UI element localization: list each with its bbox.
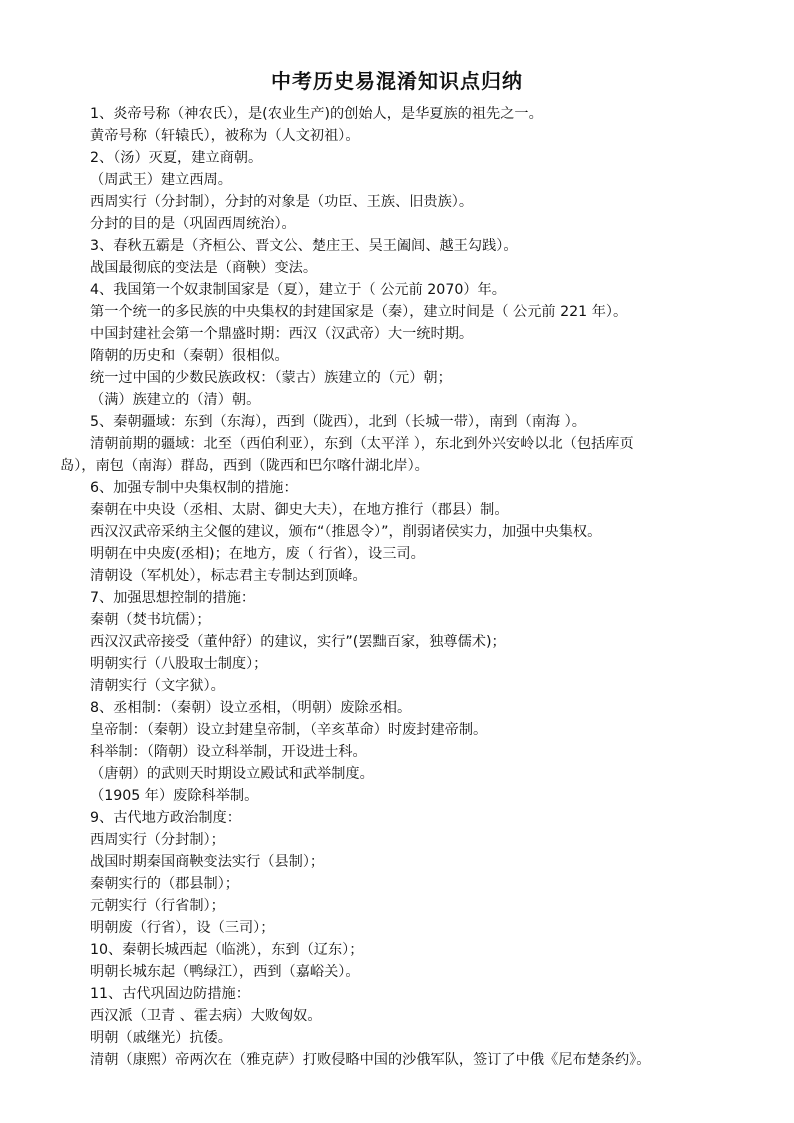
text-line: 秦朝（焚书坑儒）； — [90, 612, 211, 628]
text-line: （唐朝）的武则天时期设立殿试和武举制度。 — [90, 766, 374, 782]
text-line: 战国最彻底的变法是（商鞅）变法。 — [90, 260, 318, 276]
text-line: 7、加强思想控制的措施： — [90, 590, 256, 606]
text-line: 清朝前期的疆域：北至（西伯利亚），东到（太平洋 ），东北到外兴安岭以北（包括库页 — [90, 436, 634, 452]
text-line: 清朝（康熙）帝两次在（雅克萨）打败侵略中国的沙俄军队，签订了中俄《尼布楚条约》。 — [90, 1052, 651, 1068]
text-line: 明朝（戚继光）抗倭。 — [90, 1030, 232, 1046]
text-line: 3、春秋五霸是（齐桓公、晋文公、楚庄王、吴王阖闾、越王勾践）。 — [90, 238, 518, 254]
text-line: 分封的目的是（巩固西周统治）。 — [90, 216, 296, 232]
text-line: （1905 年）废除科举制。 — [90, 788, 259, 804]
text-line: 秦朝实行的（郡县制）； — [90, 876, 239, 892]
text-line: 明朝在中央废(丞相)；在地方，废（ 行省），设三司。 — [90, 546, 425, 562]
text-line: 战国时期秦国商鞅变法实行（县制）； — [90, 854, 325, 870]
text-line: 6、加强专制中央集权制的措施： — [90, 480, 298, 496]
text-line: 5、秦朝疆域：东到（东海），西到（陇西），北到（长城一带），南到（南海 ）。 — [90, 414, 586, 430]
document-title: 中考历史易混淆知识点归纳 — [271, 69, 523, 93]
text-line: 1、炎帝号称（神农氏），是(农业生产)的创始人，是华夏族的祖先之一。 — [90, 106, 543, 122]
text-line: 中国封建社会第一个鼎盛时期：西汉（汉武帝）大一统时期。 — [90, 326, 474, 342]
text-line: 10、秦朝长城西起（临洮），东到（辽东）； — [90, 942, 364, 958]
text-line: 科举制：（隋朝）设立科举制，开设进士科。 — [90, 744, 367, 760]
document-body — [60, 103, 740, 1071]
text-line: （满）族建立的（清）朝。 — [90, 392, 261, 408]
text-line: 11、古代巩固边防措施： — [90, 986, 250, 1002]
text-line: 西周实行（分封制）； — [90, 832, 225, 848]
text-line: 明朝废（行省），设（三司）； — [90, 920, 275, 936]
text-line: 统一过中国的少数民族政权：（蒙古）族建立的（元）朝； — [90, 370, 452, 386]
text-line-continuation: 岛），南包（南海）群岛，西到（陇西和巴尔喀什湖北岸）。 — [60, 458, 429, 474]
text-line: 明朝长城东起（鸭绿江），西到（嘉峪关）。 — [90, 964, 360, 980]
text-line: 西汉汉武帝接受（董仲舒）的建议，实行”(罢黜百家，独尊儒术)； — [90, 634, 506, 650]
text-line: 4、我国第一个奴隶制国家是（夏），建立于（ 公元前 2070）年。 — [90, 282, 506, 298]
text-line: 元朝实行（行省制）； — [90, 898, 225, 914]
text-line: （周武王）建立西周。 — [90, 172, 232, 188]
text-line: 9、古代地方政治制度： — [90, 810, 241, 826]
text-line: 西汉派（卫青 、霍去病）大败匈奴。 — [90, 1008, 322, 1024]
text-line: 西周实行（分封制），分封的对象是（功臣、王族、旧贵族）。 — [90, 194, 474, 210]
text-line: 8、丞相制：（秦朝）设立丞相，（明朝）废除丞相。 — [90, 700, 412, 716]
text-line: 秦朝在中央设（丞相、太尉、御史大夫），在地方推行（郡县）制。 — [90, 502, 509, 518]
text-line: 皇帝制：（秦朝）设立封建皇帝制，（辛亥革命）时废封建帝制。 — [90, 722, 488, 738]
text-line: 黄帝号称（轩辕氏），被称为（人文初祖）。 — [90, 128, 360, 144]
text-line: 西汉汉武帝采纳主父偃的建议，颁布“（推恩令）”，削弱诸侯实力，加强中央集权。 — [90, 524, 602, 540]
text-line: 清朝设（军机处），标志君主专制达到顶峰。 — [90, 568, 367, 584]
text-line: 隋朝的历史和（秦朝）很相似。 — [90, 348, 289, 364]
text-line: 2、（汤）灭夏，建立商朝。 — [90, 150, 263, 166]
text-line: 第一个统一的多民族的中央集权的封建国家是（秦），建立时间是（ 公元前 221 年）。 — [90, 304, 628, 320]
text-line: 清朝实行（文字狱）。 — [90, 678, 225, 694]
text-line: 明朝实行（八股取士制度）； — [90, 656, 268, 672]
